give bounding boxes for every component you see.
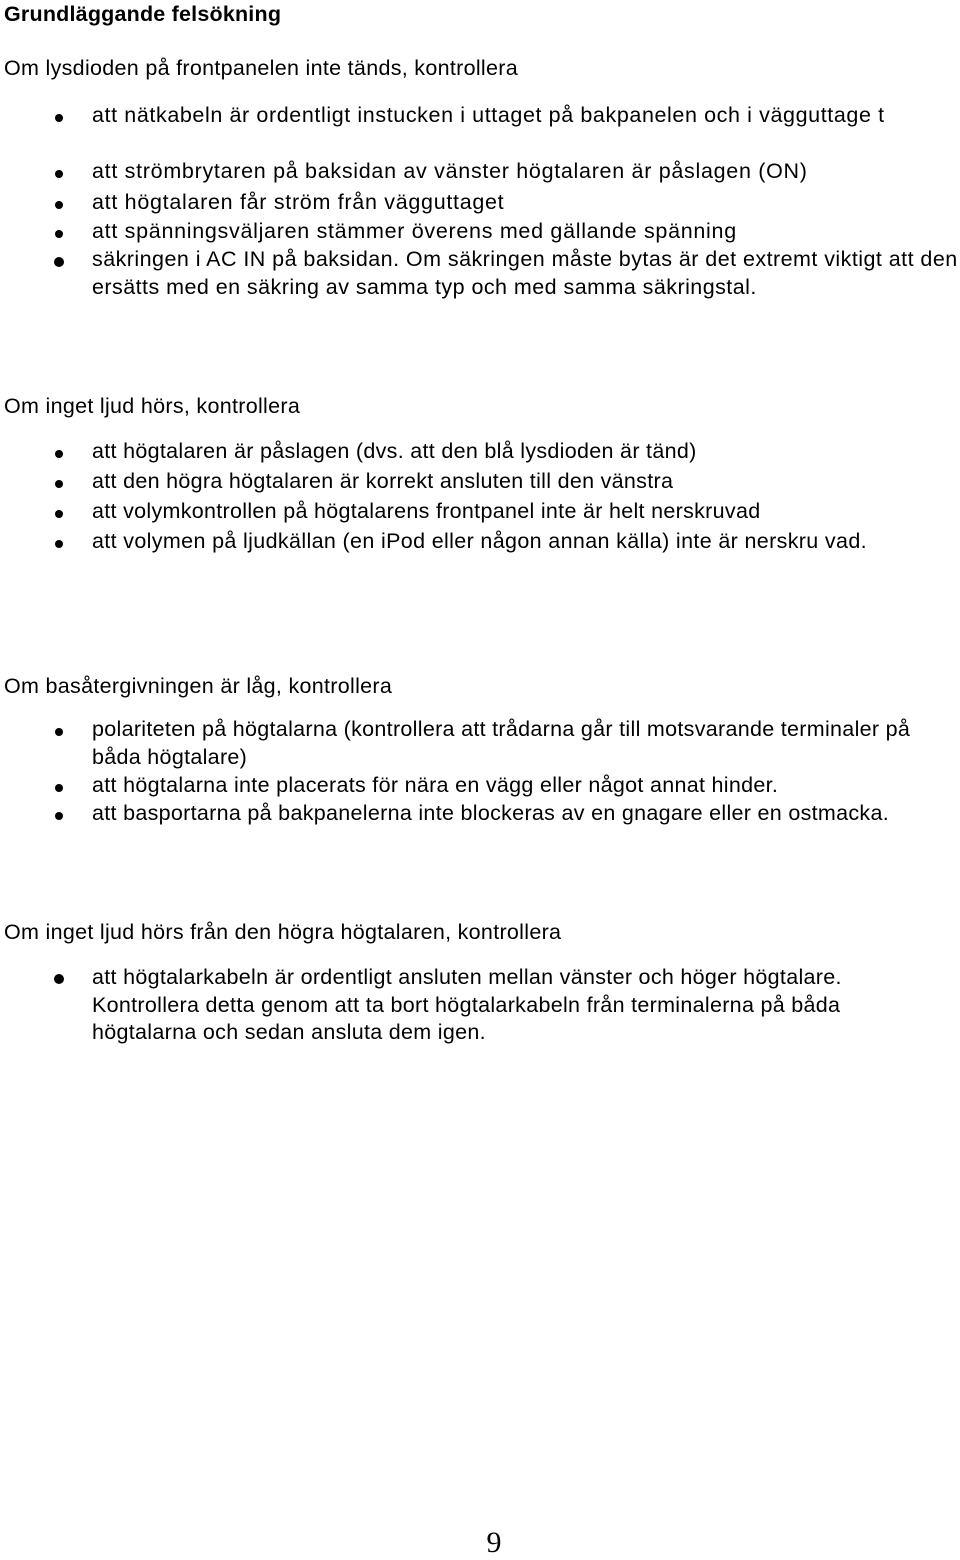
bullet-icon: [55, 784, 63, 792]
list-item: att volymkontrollen på högtalarens frontpanel inte är helt nerskruvad: [92, 499, 761, 523]
bullet-icon: [54, 974, 64, 984]
list-item: att spänningsväljaren stämmer överens med gällande spänning: [92, 219, 737, 243]
bullet-icon: [55, 728, 63, 736]
list-item: att nätkabeln är ordentligt instucken i uttaget på bakpanelen och i vägguttage t: [92, 103, 885, 127]
list-item: att högtalarna inte placerats för nära en vägg eller något annat hinder.: [92, 773, 779, 797]
list-item: att strömbrytaren på baksidan av vänster högtalaren är påslagen (ON): [92, 159, 808, 183]
page-number: 9: [486, 1526, 502, 1559]
bullet-icon: [55, 510, 63, 518]
list-item: att högtalaren får ström från vägguttaget: [92, 190, 505, 214]
list-item: att volymen på ljudkällan (en iPod eller någon annan källa) inte är nerskru vad.: [92, 529, 867, 553]
bullet-icon: [55, 170, 63, 178]
list-item: att högtalarkabeln är ordentligt ansluten mellan vänster och höger högtalare. Kontrollera detta genom att ta bort högtalarkabeln från terminalerna på båda högtalarna och sedan ansluta dem igen.: [92, 965, 842, 1044]
section-intro-power-led: Om lysdioden på frontpanelen inte tänds, kontrollera: [4, 56, 518, 80]
section-intro-low-bass: Om basåtergivningen är låg, kontrollera: [4, 674, 393, 698]
bullet-icon: [55, 201, 63, 209]
list-item: att högtalaren är påslagen (dvs. att den blå lysdioden är tänd): [92, 439, 697, 463]
bullet-icon: [55, 450, 63, 458]
section-intro-right-speaker: Om inget ljud hörs från den högra högtalaren, kontrollera: [4, 920, 562, 944]
page-title: Grundläggande felsökning: [4, 2, 282, 26]
list-item: säkringen i AC IN på baksidan. Om säkringen måste bytas är det extremt viktigt att den ersätts med en säkring av samma typ och med samma säkringstal.: [92, 247, 958, 299]
list-item: att basportarna på bakpanelerna inte blockeras av en gnagare eller en ostmacka.: [92, 801, 889, 825]
list-item: polariteten på högtalarna (kontrollera att trådarna går till motsvarande terminaler på båda högtalare): [92, 717, 911, 769]
bullet-icon: [54, 257, 64, 267]
bullet-icon: [55, 812, 63, 820]
bullet-icon: [55, 480, 63, 488]
section-intro-no-sound: Om inget ljud hörs, kontrollera: [4, 394, 301, 418]
bullet-icon: [55, 230, 63, 238]
list-item: att den högra högtalaren är korrekt ansluten till den vänstra: [92, 469, 674, 493]
